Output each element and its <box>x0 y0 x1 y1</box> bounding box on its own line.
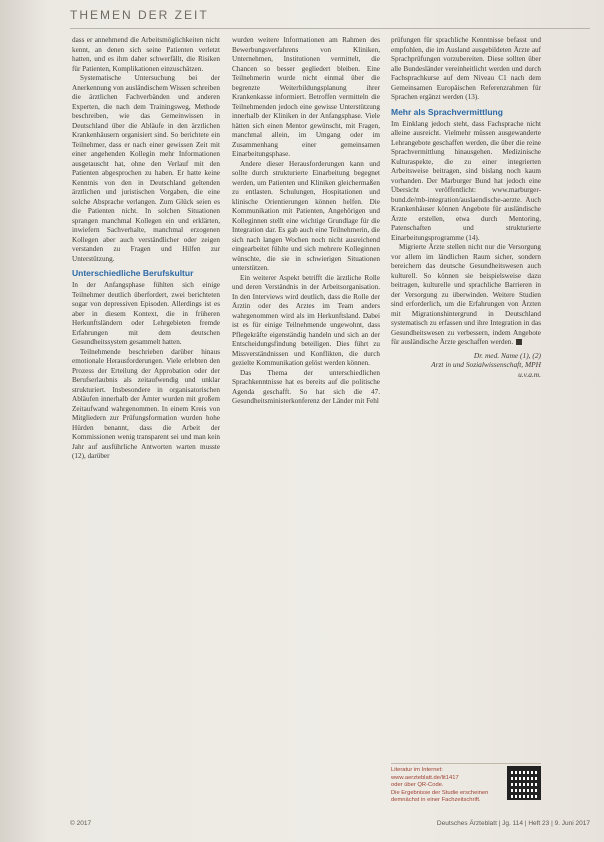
subheading: Unterschiedliche Berufskultur <box>72 268 194 278</box>
literature-infobox <box>391 763 541 810</box>
text-column-3 <box>391 36 541 379</box>
paragraph: prüfungen für sprachliche Kenntnisse befasst und empfohlen, die im Ausland ausgebildeten Ärzte auf Sprachprüfungen vorzubereiten. Diese sollten über alle Bundesländer vereinheitlicht werden und durch Fachsprachkurse auf dem Niveau C1 nach dem Gemeinsamen Europäischen Referenzrahmen für Sprachen ergänzt werden (13). <box>391 36 541 101</box>
paragraph <box>391 243 541 348</box>
end-mark-icon <box>516 339 522 345</box>
infobox-link[interactable]: www.aerzteblatt.de/lit1417 <box>391 774 459 781</box>
paragraph: Das Thema der unterschiedlichen Sprachkenntnisse hat es bereits auf die politische Agenda geschafft. So hat sich die 47. Gesundheitsministerkonferenz der Länder mit Fehl <box>232 368 380 405</box>
text-column-2 <box>232 36 380 407</box>
paragraph-text: Migrierte Ärzte stellen nicht nur die Versorgung vor allem im ländlichen Raum sicher, sondern bereichern das deutsche Gesundheitswesen auch kulturell. So können sie beispielsweise dazu beitragen, kulturelle und sprachliche Barrieren in der Versorgung zu überwinden. Weitere Studien sind erforderlich, um die Erfahrungen von Ärzten mit Migrationshintergrund in Deutschland systematisch zu erfassen und ihre Integration in das Gesundheitswesen zu verbessern, indem Angebote für ausländische Ärzte geschaffen werden. <box>391 243 541 346</box>
paragraph: Andere dieser Herausforderungen kann und sollte durch strukturierte Einarbeitung begegnet werden, um Patienten und Kliniken gleichermaßen zu entlasten. Schulungen, Hospitationen und klinische Orientierungen können helfen. Die Kommunikation mit Patienten, Angehörigen und Kolleginnen stellt eine wichtige Grundlage für die Integration dar. Es gab auch eine Teilnehmerin, die sich nach langen Wochen noch nicht ausreichend eingearbeitet fühlte und sich mehrere Kolleginnen wünschte, die sie in schwierigen Situationen unterstützen. <box>232 159 380 272</box>
section-title: THEMEN DER ZEIT <box>70 8 209 22</box>
author-affiliation: Arzt in und Sozialwissenschaft, MPH <box>431 360 541 369</box>
infobox-text <box>391 767 497 805</box>
paragraph: Teilnehmende beschrieben darüber hinaus emotionale Herausforderungen. Viele erlebten den Prozess der Erteilung der Approbation oder der Berufserlaubnis als zeitaufwendig und unklar strukturiert. Insbesondere in organisatorischen Abläufen innerhalb der Ämter wurden mit großem Zeitaufwand wahrgenommen. In einem Kreis von Mitgliedern zur Prüfungsformation wurden hohe Hürden benannt, dass die Arbeit der Kommissionen wenig transparent sei und man kein Jahr auf ausführliche Antworten warten musste (12), darüber <box>72 347 220 460</box>
page-header <box>70 6 590 29</box>
author-signature <box>391 351 541 380</box>
infobox-line: Die Ergebnisse der Studie erscheinen demnächst in einer Fachzeitschrift. <box>391 789 489 804</box>
infobox-line: oder über QR-Code. <box>391 782 444 789</box>
page-number: © 2017 <box>70 820 92 827</box>
publication-info: Deutsches Ärzteblatt | Jg. 114 | Heft 23 | 9. Juni 2017 <box>436 820 590 827</box>
subheading: Mehr als Sprachvermittlung <box>391 106 503 117</box>
author-name: Dr. med. Name (1), (2) <box>473 350 541 360</box>
paragraph: Im Einklang jedoch steht, dass Fachsprache nicht alleine ausreicht. Vielmehr müssen ausgewanderte Lehrangebote geschaffen werden, die über die reine Sprachvermittlung hinausgehen. Medizinische Kulturaspekte, die zu einer integrierten Arbeitsweise beitragen, sind bislang noch kaum vorhanden. Der Marburger Bund hat jedoch eine Übersicht veröffentlicht: www.marburger-bund.de/mb-integration/auslaendische-aerzte. Auch Krankenhäuser können Angebote für ausländische Ärzte erstellen, etwa durch Mentoring, Patenschaften und strukturierte Einarbeitungsprogramme (14). <box>391 119 541 242</box>
text-column-1 <box>72 36 220 462</box>
page-footer <box>70 820 590 834</box>
paragraph: wurden weitere Informationen am Rahmen des Bewerbungsverfahrens von Kliniken, Unternehmen, Institutionen vermittelt, die Chancen so besser gegliedert bleiben. Eine Teilnehmerin wurde nicht einmal über die begrenzte Weiterbildungsplanung ihrer Krankenkasse informiert. Betroffen vermitteln die Teilnehmenden jedoch eine gewisse Unterstützung innerhalb der Kliniken in der Anfangsphase. Viele hätten sich einen Mentor gewünscht, mit Fragen, manchmal allein, im Umgang oder im Zusammenhang einer gemeinsamen Einarbeitungsphase. <box>232 36 380 158</box>
paragraph: Ein weiterer Aspekt betrifft die ärztliche Rolle und deren Verständnis in der Arbeitsorganisation. In den Interviews wird deutlich, dass die Rolle der Ärztin oder des Arztes im Team anders wahrgenommen wird als im Herkunftsland. Dabei ist es für einige Teilnehmende ungewohnt, dass Pflegekräfte eigenständig handeln und sich an der Entscheidungsfindung beteiligen. Dies führt zu Missverständnissen und Konflikten, die durch gezielte Kommunikation gelöst werden können. <box>232 273 380 367</box>
author-note: u.v.a.m. <box>518 369 541 379</box>
paragraph: Systematische Untersuchung bei der Anerkennung von ausländischem Wissen schreiben die ärztlichen Fachverbänden und anderen Experten, die nach dem Trainingsweg, Methode beschreiben, wie das Gemeinwissen in Deutschland über die Abläufe in den ärztlichen Krankenhäusern organisiert sind. So berichtete ein Teilnehmer, dass er nach einer gewissen Zeit mit einer angehenden Kollegin mehr Informationen ausgetauscht hat, ohne den Verlauf mit den Patienten abgesprochen zu haben. Er hatte keine Kenntnis von den in Deutschland geltenden ärztlichen und juristischen Vorgaben, die eine solche Absprache verlangen. Zum Glück seien es die Patienten nicht. In solchen Situationen sprangen manchmal Kollegen ein und erklärten, inwiefern Sachverhalte, manchmal erzogenen Kollegen aber auch verständlicher oder zeigen verstanden zu Fragen und Hilfen zur Unterstützung. <box>72 74 220 263</box>
infobox-line: Literatur im Internet: <box>391 767 443 773</box>
qr-code-icon[interactable] <box>507 766 541 800</box>
paragraph: In der Anfangsphase fühlten sich einige Teilnehmer deutlich überfordert, zwei berichteten sogar von depressiven Episoden. Allerdings ist es aber in diesem Kontext, die in früheren Herkunftsländern oder Lehrgebieten fremde Erfahrungen mit dem deutschen Gesundheitssystem gesammelt hatten. <box>72 281 220 346</box>
paragraph: dass er annehmend die Arbeitsmöglichkeiten nicht kennt, an denen sich seine Patienten verletzt hatten, und es ihm daher schwerfällt, die Risiken für Patienten, Komplikationen einzuschätzen. <box>72 36 220 73</box>
